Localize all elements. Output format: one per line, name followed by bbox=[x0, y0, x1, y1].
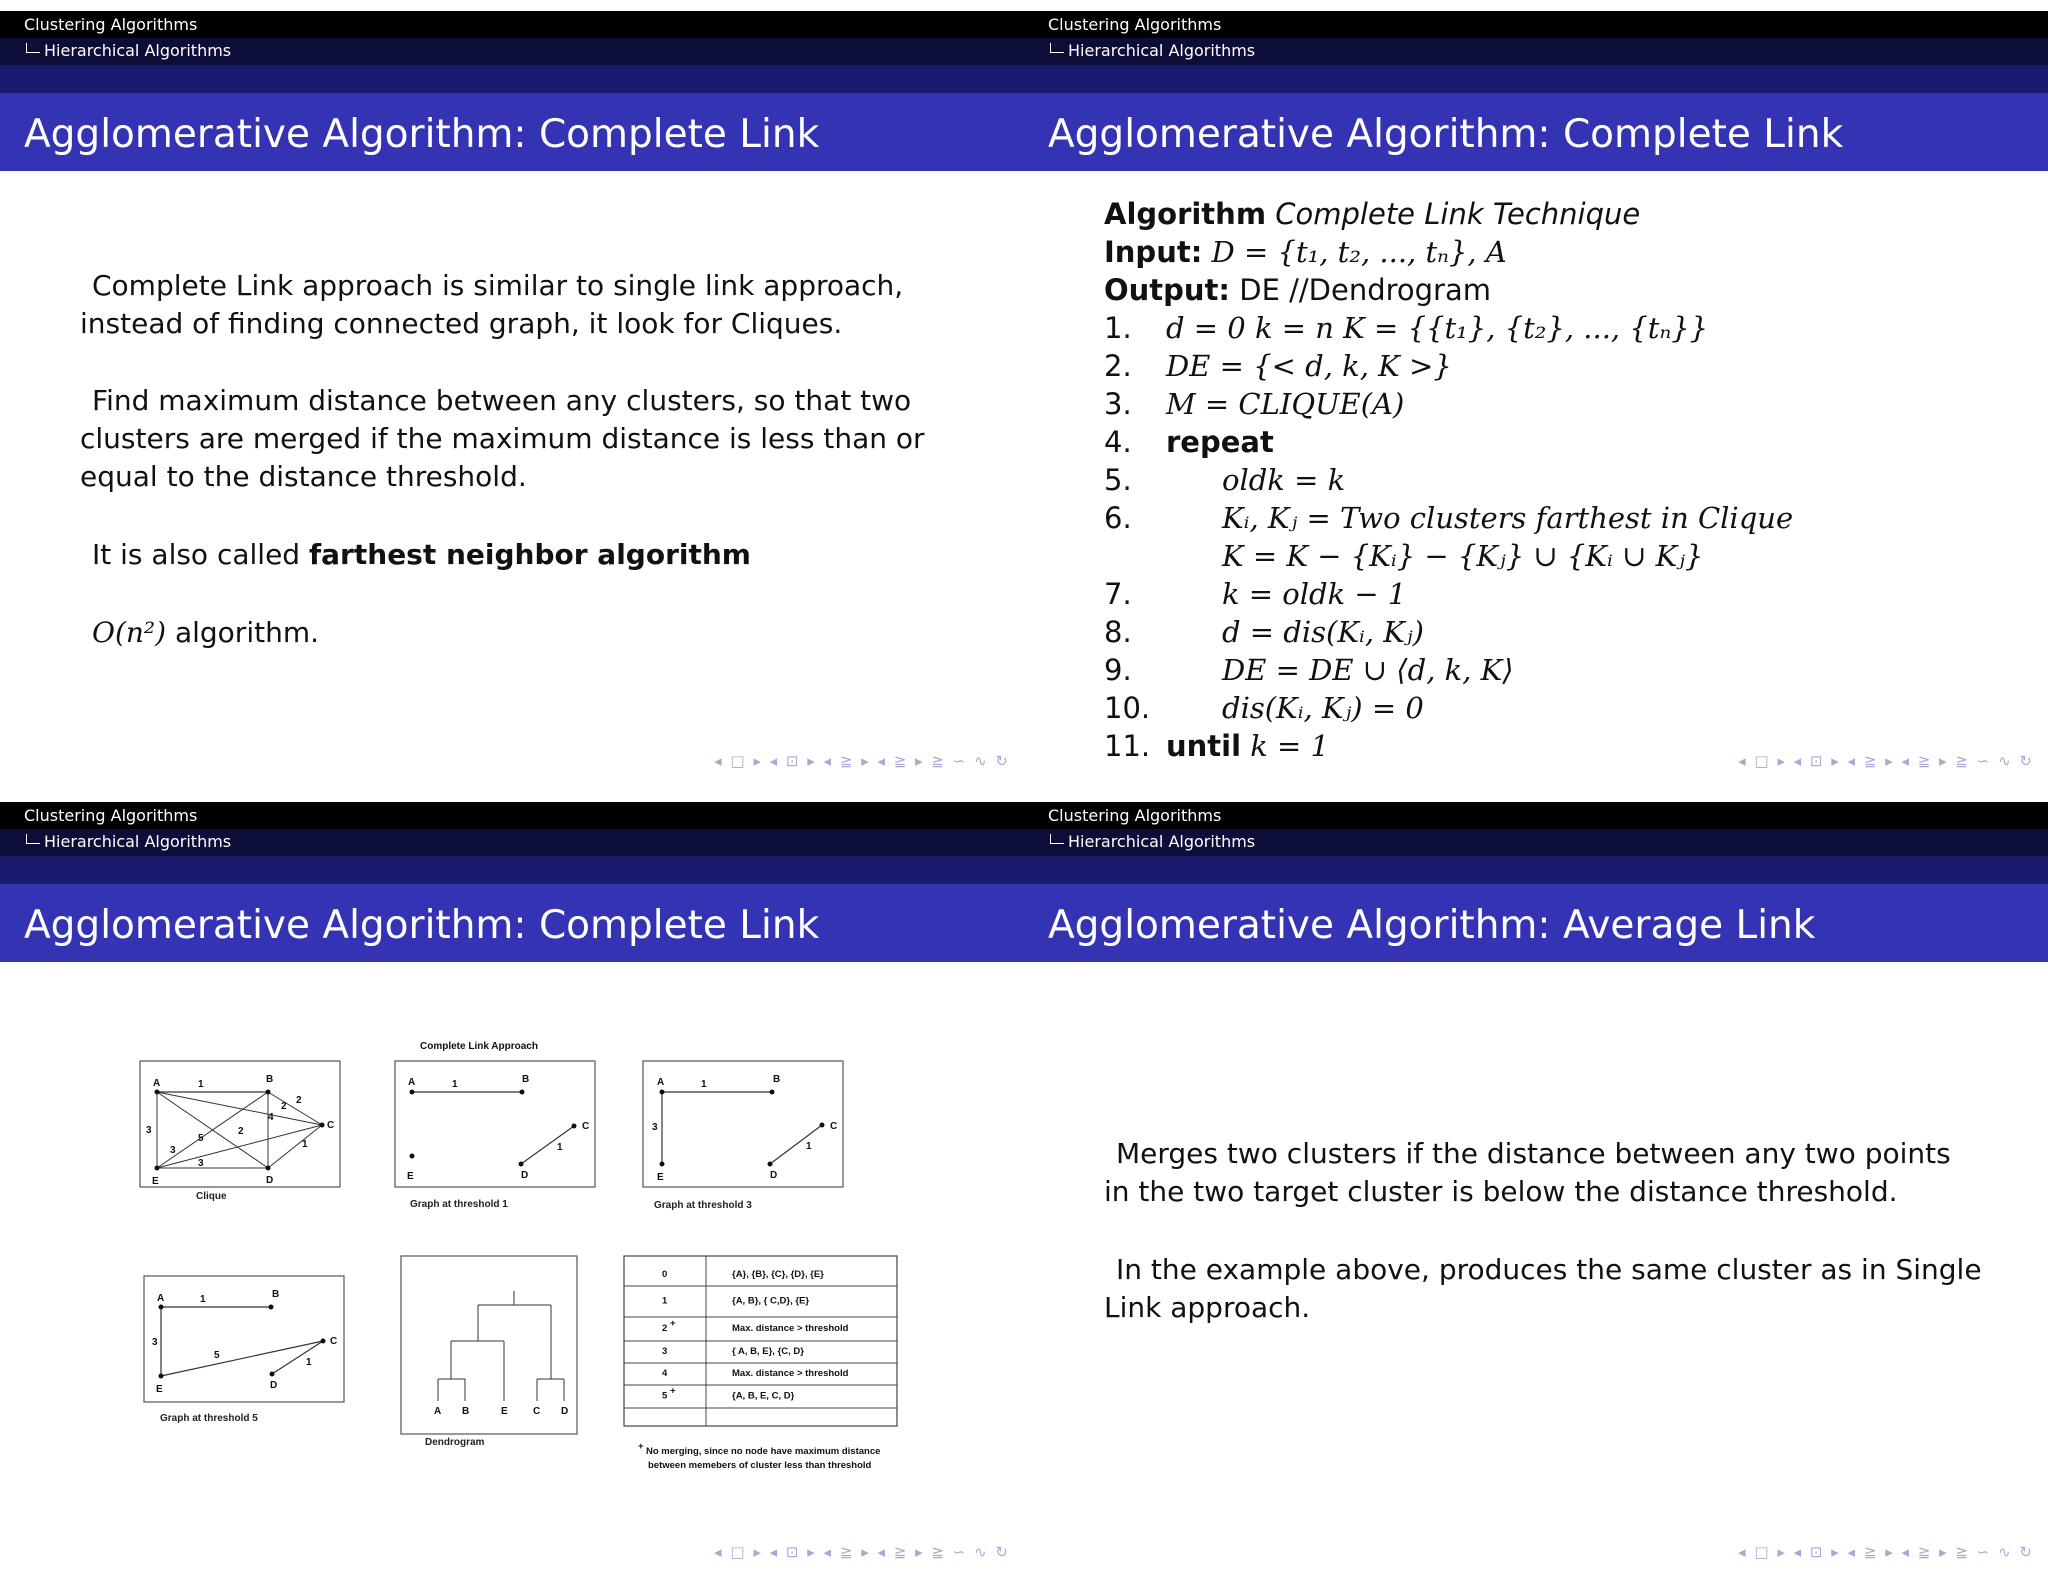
table-clusters: Max. distance > threshold bbox=[732, 1368, 849, 1379]
caption-clique: Clique bbox=[196, 1191, 227, 1202]
svg-text:D: D bbox=[266, 1175, 274, 1186]
header-spacer-bar bbox=[0, 65, 1024, 93]
paragraph-average-link: Merges two clusters if the distance between any two points in the two target cluster is below the distance threshold. bbox=[1104, 1137, 1951, 1208]
svg-text:B: B bbox=[522, 1074, 530, 1085]
svg-text:C: C bbox=[830, 1121, 838, 1132]
footnote-line-2: between memebers of cluster less than threshold bbox=[648, 1460, 872, 1471]
algorithm-line-number: 9. bbox=[1104, 653, 1132, 687]
slide-complete-link-algorithm bbox=[1024, 0, 2048, 791]
svg-text:B: B bbox=[462, 1406, 470, 1417]
svg-text:3: 3 bbox=[146, 1125, 152, 1136]
panel-threshold-3 bbox=[643, 1061, 843, 1187]
svg-text:1: 1 bbox=[557, 1142, 563, 1153]
panel-threshold-1 bbox=[395, 1061, 595, 1187]
algorithm-line-text: oldk = k bbox=[1222, 463, 1346, 497]
caption-dendrogram: Dendrogram bbox=[425, 1437, 485, 1448]
algorithm-line-number: 6. bbox=[1104, 501, 1132, 535]
caption-threshold-3: Graph at threshold 3 bbox=[654, 1200, 752, 1211]
table-clusters: Max. distance > threshold bbox=[732, 1323, 849, 1334]
svg-text:1: 1 bbox=[302, 1139, 308, 1150]
svg-text:E: E bbox=[657, 1172, 664, 1183]
svg-text:B: B bbox=[266, 1074, 274, 1085]
svg-text:B: B bbox=[773, 1074, 781, 1085]
slide-complete-link-intro bbox=[0, 0, 1024, 791]
svg-text:1: 1 bbox=[701, 1079, 707, 1090]
threshold-5-nodes bbox=[159, 1305, 326, 1379]
table-level: 1 bbox=[662, 1295, 668, 1307]
header-spacer-bar bbox=[1024, 65, 2048, 93]
paragraph-cliques: Complete Link approach is similar to single link approach, instead of finding connected graph, it look for Cliques. bbox=[80, 269, 904, 340]
svg-text:5: 5 bbox=[198, 1133, 204, 1144]
paragraph-max-distance: Find maximum distance between any clusters, so that two clusters are merged if the maximum distance is less than or equal to the distance threshold. bbox=[80, 384, 925, 493]
algorithm-output: Output: DE //Dendrogram bbox=[1104, 273, 1492, 307]
paragraph-complexity: O(n²) algorithm. bbox=[92, 616, 319, 649]
algorithm-line-text: M = CLIQUE(A) bbox=[1166, 387, 1405, 421]
svg-text:5: 5 bbox=[214, 1350, 220, 1361]
frame-title: Agglomerative Algorithm: Complete Link bbox=[24, 112, 820, 157]
svg-text:C: C bbox=[330, 1336, 338, 1347]
tree-branch-icon bbox=[26, 43, 40, 53]
table-clusters: {A}, {B}, {C}, {D}, {E} bbox=[732, 1269, 824, 1280]
table-clusters: { A, B, E}, {C, D} bbox=[732, 1346, 804, 1357]
algorithm-line-number: 7. bbox=[1104, 577, 1132, 611]
frame-title: Agglomerative Algorithm: Average Link bbox=[1048, 903, 1816, 948]
algorithm-line-number: 10. bbox=[1104, 691, 1151, 725]
svg-text:D: D bbox=[561, 1406, 569, 1417]
algorithm-line-text: d = dis(Kᵢ, Kⱼ) bbox=[1222, 615, 1424, 649]
svg-text:+: + bbox=[638, 1441, 644, 1452]
algorithm-line-text: DE = {< d, k, K >} bbox=[1166, 349, 1452, 383]
algorithm-line-number: 3. bbox=[1104, 387, 1132, 421]
svg-text:1: 1 bbox=[452, 1079, 458, 1090]
header-subsection: Hierarchical Algorithms bbox=[1050, 832, 1255, 851]
table-clusters: {A, B, E, C, D} bbox=[732, 1390, 795, 1402]
header-section: Clustering Algorithms bbox=[1048, 806, 1222, 825]
table-level: 4 bbox=[662, 1368, 668, 1379]
algorithm-line-text: Kᵢ, Kⱼ = Two clusters farthest in Clique bbox=[1222, 501, 1794, 535]
table-mark: + bbox=[670, 1318, 676, 1329]
header-spacer-bar bbox=[1024, 856, 2048, 884]
table-level: 3 bbox=[662, 1346, 668, 1357]
svg-text:A: A bbox=[657, 1077, 665, 1088]
algorithm-line-number: 11. bbox=[1104, 729, 1151, 763]
threshold-3-nodes bbox=[660, 1090, 825, 1167]
svg-text:1: 1 bbox=[306, 1357, 312, 1368]
threshold-1-nodes bbox=[410, 1090, 577, 1167]
svg-text:C: C bbox=[327, 1120, 335, 1131]
table-level: 0 bbox=[662, 1269, 668, 1280]
caption-threshold-1: Graph at threshold 1 bbox=[410, 1199, 508, 1210]
svg-text:C: C bbox=[533, 1406, 541, 1417]
svg-text:D: D bbox=[770, 1170, 778, 1181]
svg-text:2: 2 bbox=[296, 1095, 302, 1106]
svg-text:E: E bbox=[407, 1171, 414, 1182]
header-section: Clustering Algorithms bbox=[24, 15, 198, 34]
svg-text:1: 1 bbox=[198, 1079, 204, 1090]
paragraph-farthest-neighbor: It is also called farthest neighbor algorithm bbox=[92, 538, 751, 571]
svg-text:A: A bbox=[157, 1293, 165, 1304]
algorithm-header: Algorithm Complete Link Technique bbox=[1104, 197, 1641, 231]
header-subsection: Hierarchical Algorithms bbox=[26, 41, 231, 60]
tree-branch-icon bbox=[1050, 834, 1064, 844]
algorithm-line-text: d = 0 k = n K = {{t₁}, {t₂}, ..., {tₙ}} bbox=[1166, 311, 1709, 345]
algorithm-line-text: k = oldk − 1 bbox=[1222, 577, 1407, 611]
footnote-line-1: No merging, since no node have maximum distance bbox=[646, 1446, 881, 1457]
panel-dendrogram bbox=[401, 1256, 577, 1434]
svg-text:3: 3 bbox=[152, 1337, 158, 1348]
header-section: Clustering Algorithms bbox=[24, 806, 198, 825]
tree-branch-icon bbox=[1050, 43, 1064, 53]
panel-threshold-5 bbox=[144, 1276, 344, 1402]
algorithm-line-number: 1. bbox=[1104, 311, 1132, 345]
figure-canvas bbox=[0, 791, 1024, 1582]
frame-title: Agglomerative Algorithm: Complete Link bbox=[24, 903, 820, 948]
svg-text:C: C bbox=[582, 1121, 590, 1132]
figure-heading: Complete Link Approach bbox=[420, 1041, 538, 1052]
algorithm-line-number: 4. bbox=[1104, 425, 1132, 459]
beamer-navigation-icons[interactable]: ◂ □ ▸ ◂ ⊡ ▸ ◂ ≧ ▸ ◂ ≧ ▸ ≧ ∽ ∿ ↻ bbox=[1738, 1543, 2034, 1561]
svg-text:E: E bbox=[152, 1176, 159, 1187]
beamer-navigation-icons[interactable]: ◂ □ ▸ ◂ ⊡ ▸ ◂ ≧ ▸ ◂ ≧ ▸ ≧ ∽ ∿ ↻ bbox=[714, 1543, 1010, 1561]
svg-text:3: 3 bbox=[170, 1145, 176, 1156]
svg-text:E: E bbox=[501, 1406, 508, 1417]
svg-text:1: 1 bbox=[200, 1294, 206, 1305]
svg-text:A: A bbox=[408, 1077, 416, 1088]
table-clusters: {A, B}, { C,D}, {E} bbox=[732, 1295, 810, 1307]
beamer-navigation-icons[interactable]: ◂ □ ▸ ◂ ⊡ ▸ ◂ ≧ ▸ ◂ ≧ ▸ ≧ ∽ ∿ ↻ bbox=[1738, 752, 2034, 770]
svg-text:3: 3 bbox=[198, 1158, 204, 1169]
header-section: Clustering Algorithms bbox=[1048, 15, 1222, 34]
algorithm-line-text: dis(Kᵢ, Kⱼ) = 0 bbox=[1222, 691, 1424, 725]
svg-text:3: 3 bbox=[652, 1122, 658, 1133]
beamer-navigation-icons[interactable]: ◂ □ ▸ ◂ ⊡ ▸ ◂ ≧ ▸ ◂ ≧ ▸ ≧ ∽ ∿ ↻ bbox=[714, 752, 1010, 770]
svg-text:A: A bbox=[434, 1406, 442, 1417]
table-rows bbox=[662, 1269, 849, 1402]
algorithm-line-text: until k = 1 bbox=[1166, 729, 1330, 763]
panel-clique bbox=[140, 1061, 340, 1187]
svg-text:D: D bbox=[521, 1170, 529, 1181]
header-subsection: Hierarchical Algorithms bbox=[26, 832, 231, 851]
svg-text:1: 1 bbox=[806, 1141, 812, 1152]
caption-threshold-5: Graph at threshold 5 bbox=[160, 1413, 258, 1424]
algorithm-line-text: DE = DE ∪ ⟨d, k, K⟩ bbox=[1222, 653, 1514, 687]
svg-text:B: B bbox=[272, 1289, 280, 1300]
algorithm-line-text: repeat bbox=[1166, 425, 1274, 459]
svg-text:4: 4 bbox=[268, 1112, 274, 1123]
algorithm-line-number: 8. bbox=[1104, 615, 1132, 649]
algorithm-input: Input: D = {t₁, t₂, ..., tₙ}, A bbox=[1104, 235, 1507, 269]
svg-text:D: D bbox=[270, 1380, 278, 1391]
algorithm-line-text: K = K − {Kᵢ} − {Kⱼ} ∪ {Kᵢ ∪ Kⱼ} bbox=[1222, 539, 1704, 573]
algorithm-line-number: 2. bbox=[1104, 349, 1132, 383]
paragraph-same-cluster: In the example above, produces the same cluster as in Single Link approach. bbox=[1104, 1253, 1982, 1324]
table-level: 5 bbox=[662, 1390, 668, 1402]
slide-complete-link-example bbox=[0, 791, 1024, 1582]
table-mark: + bbox=[670, 1385, 676, 1397]
svg-text:2: 2 bbox=[281, 1101, 287, 1112]
algorithm-line-number: 5. bbox=[1104, 463, 1132, 497]
frame-title: Agglomerative Algorithm: Complete Link bbox=[1048, 112, 1844, 157]
table-level: 2 bbox=[662, 1323, 668, 1334]
slide-average-link bbox=[1024, 791, 2048, 1582]
svg-text:2: 2 bbox=[238, 1126, 244, 1137]
complete-link-figure bbox=[0, 791, 1024, 1582]
svg-text:A: A bbox=[153, 1078, 161, 1089]
svg-text:E: E bbox=[156, 1384, 163, 1395]
header-subsection: Hierarchical Algorithms bbox=[1050, 41, 1255, 60]
